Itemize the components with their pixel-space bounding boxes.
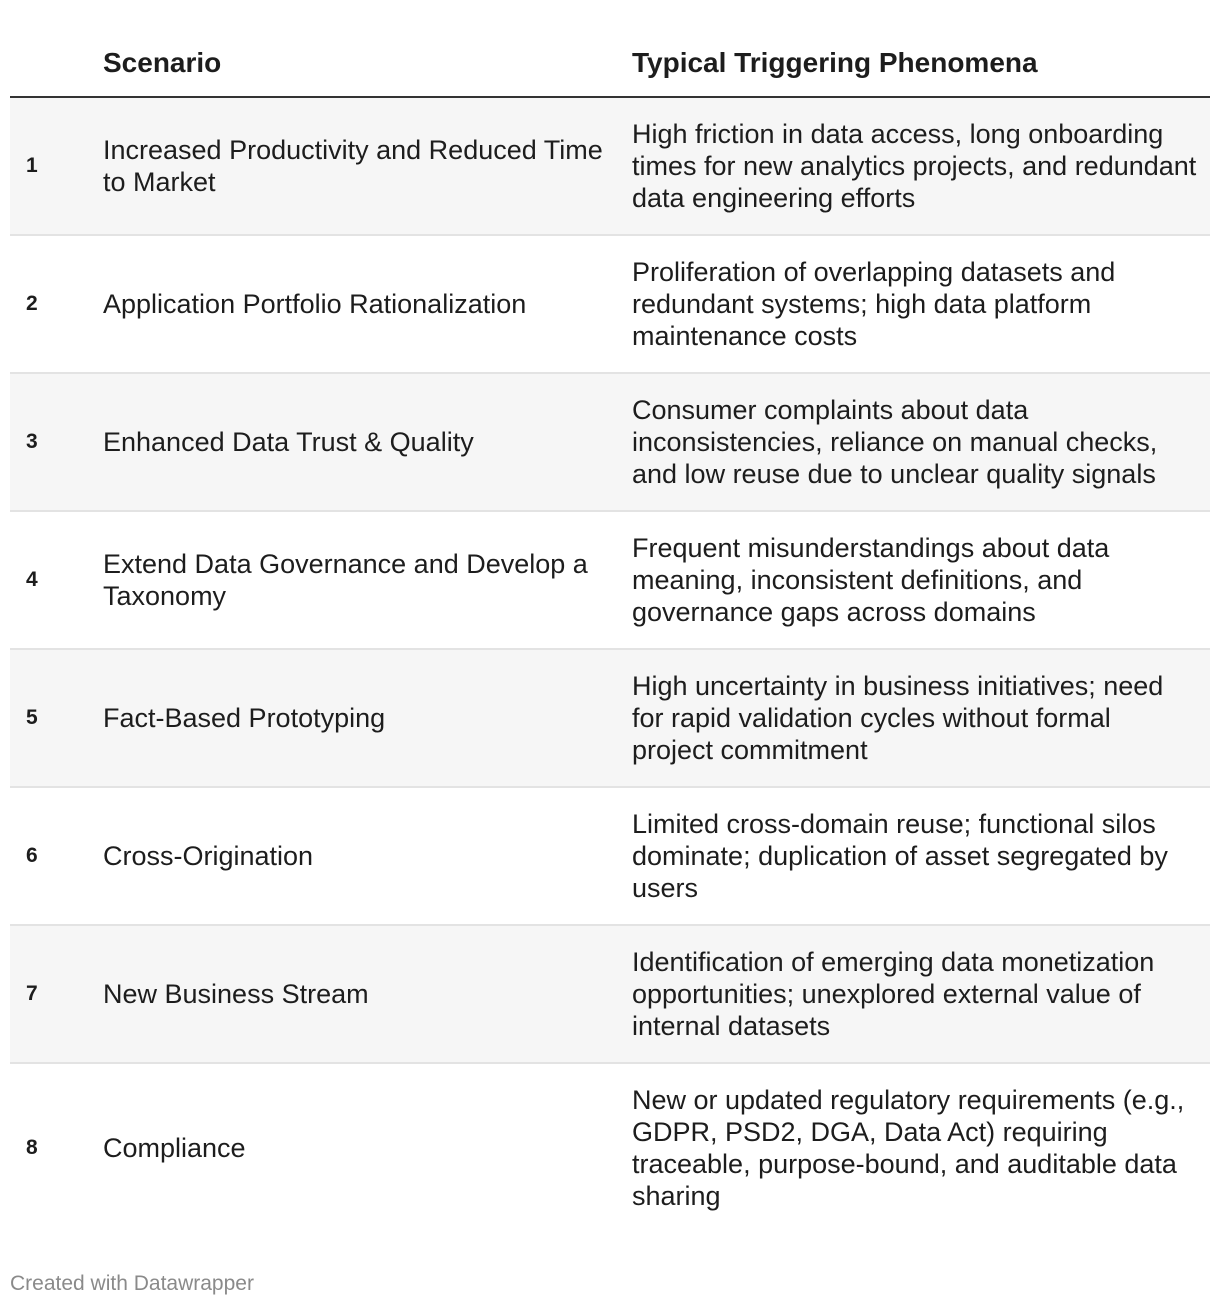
header-scenario: Scenario bbox=[103, 47, 222, 78]
row-number: 3 bbox=[26, 430, 38, 453]
row-number: 4 bbox=[26, 568, 38, 591]
table-row bbox=[10, 650, 1210, 788]
row-scenario: Extend Data Governance and Develop a Taxonomy bbox=[103, 549, 588, 611]
row-number: 5 bbox=[26, 706, 38, 729]
table-row bbox=[10, 374, 1210, 512]
row-triggers: Identification of emerging data monetization opportunities; unexplored external value of internal datasets bbox=[632, 947, 1155, 1041]
table-row bbox=[10, 512, 1210, 650]
row-number: 6 bbox=[26, 844, 38, 867]
table-row bbox=[10, 98, 1210, 236]
table-row bbox=[10, 926, 1210, 1064]
table-row bbox=[10, 236, 1210, 374]
row-number: 8 bbox=[26, 1136, 38, 1159]
table-row bbox=[10, 1064, 1210, 1232]
table-row bbox=[10, 788, 1210, 926]
row-scenario: Cross-Origination bbox=[103, 841, 314, 871]
row-scenario: Compliance bbox=[103, 1133, 246, 1163]
row-scenario: New Business Stream bbox=[103, 979, 369, 1009]
header-triggers: Typical Triggering Phenomena bbox=[632, 47, 1038, 78]
row-triggers: Frequent misunderstandings about data meaning, inconsistent definitions, and governance gaps across domains bbox=[632, 533, 1110, 627]
row-number: 1 bbox=[26, 154, 38, 177]
row-triggers: Consumer complaints about data inconsistencies, reliance on manual checks, and low reuse due to unclear quality signals bbox=[632, 395, 1158, 489]
row-triggers: Proliferation of overlapping datasets and redundant systems; high data platform maintenance costs bbox=[632, 257, 1116, 351]
row-scenario: Increased Productivity and Reduced Time to Market bbox=[103, 135, 603, 197]
row-scenario: Fact-Based Prototyping bbox=[103, 703, 386, 733]
table-body bbox=[10, 98, 1210, 1232]
datawrapper-credit: Created with Datawrapper bbox=[10, 1272, 254, 1295]
row-scenario: Enhanced Data Trust & Quality bbox=[103, 427, 474, 457]
table-header-row bbox=[10, 30, 1210, 98]
row-triggers: High uncertainty in business initiatives; need for rapid validation cycles without formal project commitment bbox=[632, 671, 1164, 765]
row-triggers: High friction in data access, long onboarding times for new analytics projects, and redundant data engineering efforts bbox=[632, 119, 1197, 213]
row-triggers: Limited cross-domain reuse; functional silos dominate; duplication of asset segregated by users bbox=[632, 809, 1168, 903]
scenario-table bbox=[10, 30, 1210, 1232]
row-number: 7 bbox=[26, 982, 38, 1005]
row-number: 2 bbox=[26, 292, 38, 315]
row-triggers: New or updated regulatory requirements (e.g., GDPR, PSD2, DGA, Data Act) requiring traceable, purpose-bound, and auditable data sharing bbox=[632, 1085, 1185, 1211]
row-scenario: Application Portfolio Rationalization bbox=[103, 289, 527, 319]
